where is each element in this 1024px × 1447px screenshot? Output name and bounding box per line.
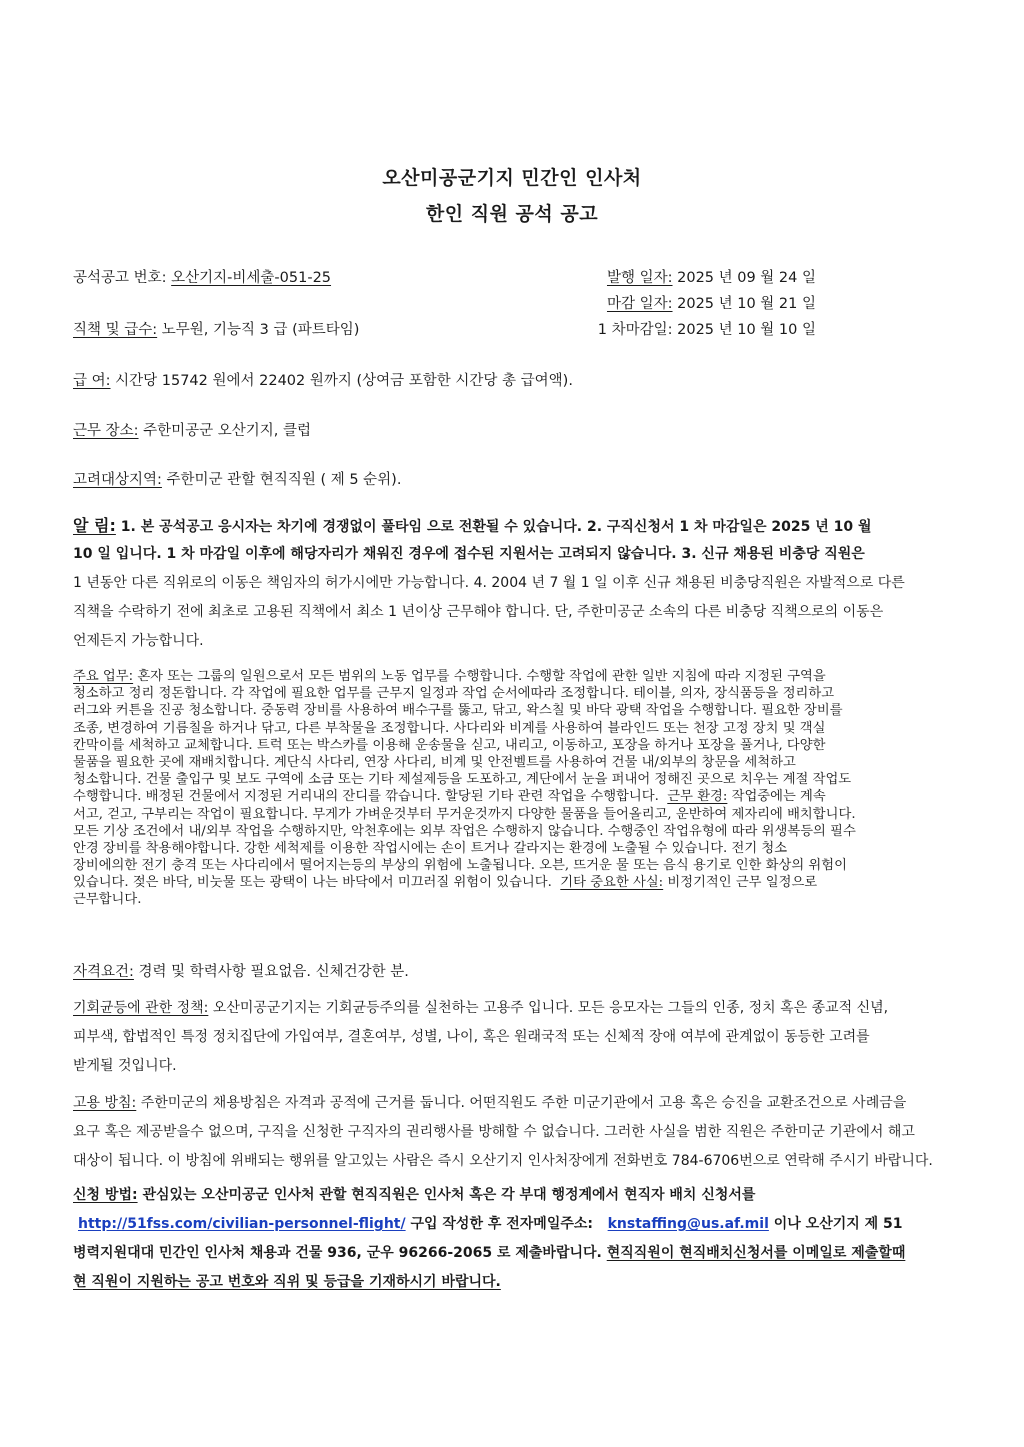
pay-line — [73, 369, 573, 390]
area-line — [73, 468, 401, 489]
notice-label: 알 림: — [73, 516, 116, 535]
other-facts-label: 기타 중요한 사실: — [560, 875, 664, 891]
page-title: 오산미공군기지 민간인 인사처 — [382, 167, 642, 189]
policy-section — [73, 1089, 953, 1176]
application-link[interactable]: http://51fss.com/civilian-personnel-flight/ — [78, 1216, 406, 1232]
notice-line: 언제든지 가능합니다. — [73, 633, 204, 649]
policy-line: 고용 방침: 주한미군의 채용방침은 자격과 공적에 근거를 둡니다. 어떤직원도 주한 미군기관에서 고용 혹은 승진을 교환조건으로 사례금을 — [73, 1095, 907, 1111]
policy-line: 대상이 됩니다. 이 방침에 위배되는 행위를 알고있는 사람은 즉시 오산기지 인사처장에게 전화번호 784-6706번으로 연락해 주시기 바랍니다. — [73, 1153, 933, 1169]
first-close-date — [598, 318, 816, 339]
eeo-line: 기회균등에 관한 정책: 오산미공군기지는 기회균등주의를 실천하는 고용주 입니다. 모든 응모자는 그들의 인종, 정치 혹은 종교적 신념, — [73, 1000, 889, 1016]
area-value: 주한미군 관할 현직직원 ( 제 5 순위). — [166, 472, 402, 488]
duties-line: 칸막이를 세척하고 교체합니다. 트럭 또는 박스카를 이용해 운송물을 싣고, 내리고, 이동하고, 포장을 하거나 포장을 풀거나, 다양한 — [73, 737, 826, 753]
pay-label: 급 여: — [73, 373, 111, 389]
issue-date-label: 발행 일자: — [606, 270, 673, 286]
eeo-line: 받게될 것입니다. — [73, 1058, 177, 1074]
work-environment-label: 근무 환경: — [667, 789, 728, 805]
apply-line: 현 직원이 지원하는 공고 번호와 직위 및 등급을 기재하시기 바랍니다. — [73, 1274, 501, 1290]
duties-line: 청소하고 정리 정돈합니다. 각 작업에 필요한 업무를 근무지 일정과 작업 순서에따라 조정합니다. 테이블, 의자, 장식품등을 정리하고 — [73, 686, 835, 702]
page-subtitle: 한인 직원 공석 공고 — [425, 203, 599, 225]
duties-line: 러그와 커튼을 진공 청소합니다. 중동력 장비를 사용하여 배수구를 뚫고, 닦고, 왁스칠 및 바닥 광택 작업을 수행합니다. 필요한 장비를 — [73, 703, 843, 719]
qualifications-value: 경력 및 학력사항 필요없음. 신체건강한 분. — [138, 964, 409, 980]
duties-section — [73, 668, 953, 909]
issue-date-value: 2025 년 09 월 24 일 — [677, 270, 816, 286]
eeo-line: 피부색, 합법적인 특정 정치집단에 가입여부, 결혼여부, 성별, 나이, 혹은 원래국적 또는 신체적 장애 여부에 관계없이 동등한 고려를 — [73, 1029, 870, 1045]
close-date — [607, 292, 816, 313]
qualifications-label: 자격요건: — [73, 964, 134, 980]
location-line — [73, 419, 311, 440]
apply-line: http://51fss.com/civilian-personnel-flight/ 구입 작성한 후 전자메일주소: knstaffing@us.af.mil 이나 오산기지 제 51 — [78, 1216, 903, 1232]
apply-label: 신청 방법: — [73, 1187, 138, 1203]
close-date-label: 마감 일자: — [606, 296, 673, 312]
position-grade-label: 직책 및 급수: — [73, 322, 158, 338]
notice-line: 1 년동안 다른 직위로의 이동은 책임자의 허가시에만 가능합니다. 4. 2004 년 7 월 1 일 이후 신규 채용된 비충당직원은 자발적으로 다른 — [73, 575, 905, 591]
announcement-number-value: 오산기지-비세출-051-25 — [171, 270, 332, 286]
qualifications-line — [73, 960, 409, 981]
first-close-date-label: 1 차마감일: — [597, 322, 673, 338]
duties-line: 안경 장비를 착용해야합니다. 강한 세척제를 이용한 작업시에는 손이 트거나 갈라지는 환경에 노출될 수 있습니다. 전기 청소 — [73, 840, 788, 856]
duties-line: 모든 기상 조건에서 내/외부 작업을 수행하지만, 악천후에는 외부 작업은 수행하지 않습니다. 수행중인 작업유형에 따라 위생복등의 필수 — [73, 823, 856, 839]
duties-line: 서고, 걷고, 구부리는 작업이 필요합니다. 무게가 가벼운것부터 무거운것까지 다양한 물품을 들어올리고, 운반하여 제자리에 배치합니다. — [73, 806, 856, 822]
eeo-label: 기회균등에 관한 정책: — [73, 1000, 209, 1016]
announcement-number-label: 공석공고 번호: — [73, 270, 167, 286]
notice-line: 10 일 입니다. 1 차 마감일 이후에 해당자리가 채워진 경우에 접수된 지원서는 고려되지 않습니다. 3. 신규 채용된 비충당 직원은 — [73, 546, 865, 562]
area-label: 고려대상지역: — [73, 472, 162, 488]
duties-line: 장비에의한 전기 충격 또는 사다리에서 떨어지는등의 부상의 위험에 노출됩니다. 오븐, 뜨거운 물 또는 음식 용기로 인한 화상의 위험이 — [73, 858, 847, 874]
apply-section — [73, 1181, 953, 1297]
email-link[interactable]: knstaffing@us.af.mil — [607, 1216, 769, 1232]
duties-line: 청소합니다. 건물 출입구 및 보도 구역에 소금 또는 기타 제설제등을 도포하고, 계단에서 눈을 퍼내어 정해진 곳으로 치우는 계절 작업도 — [73, 772, 852, 788]
notice-line: 직책을 수락하기 전에 최초로 고용된 직책에서 최소 1 년이상 근무해야 합니다. 단, 주한미공군 소속의 다른 비충당 직책으로의 이동은 — [73, 604, 884, 620]
duties-line: 있습니다. 젖은 바닥, 비눗물 또는 광택이 나는 바닥에서 미끄러질 위험이 있습니다. 기타 중요한 사실: 비정기적인 근무 일정으로 — [73, 875, 818, 891]
duties-label: 주요 업무: — [73, 669, 134, 684]
close-date-value: 2025 년 10 월 21 일 — [677, 296, 816, 312]
policy-label: 고용 방침: — [73, 1095, 137, 1111]
position-grade-value: 노무원, 기능직 3 급 (파트타임) — [161, 322, 360, 338]
issue-date — [607, 266, 816, 287]
duties-line: 조종, 변경하여 기름칠을 하거나 닦고, 다른 부착물을 조정합니다. 사다리와 비계를 사용하여 블라인드 또는 천장 고정 장치 및 객실 — [73, 720, 826, 736]
apply-line: 병력지원대대 민간인 인사처 채용과 건물 936, 군우 96266-2065 로 제출바랍니다. 현직직원이 현직배치신청서를 이메일로 제출할때 — [73, 1245, 906, 1261]
notice-line: 알 림: 1. 본 공석공고 응시자는 차기에 경쟁없이 풀타임 으로 전환될 수 있습니다. 2. 구직신청서 1 차 마감일은 2025 년 10 월 — [73, 516, 872, 535]
duties-line: 근무합니다. — [73, 892, 142, 908]
duties-line: 주요 업무: 혼자 또는 그룹의 일원으로서 모든 범위의 노동 업무를 수행합니다. 수행할 작업에 관한 일반 지침에 따라 지정된 구역을 — [73, 669, 826, 684]
announcement-number — [73, 266, 331, 287]
pay-value: 시간당 15742 원에서 22402 원까지 (상여금 포함한 시간당 총 급여액). — [115, 373, 573, 389]
policy-line: 요구 혹은 제공받을수 없으며, 구직을 신청한 구직자의 권리행사를 방해할 수 없습니다. 그러한 사실을 범한 직원은 주한미군 기관에서 해고 — [73, 1124, 915, 1140]
eeo-section — [73, 994, 953, 1081]
location-label: 근무 장소: — [73, 423, 139, 439]
duties-line: 물품을 필요한 곳에 재배치합니다. 계단식 사다리, 연장 사다리, 비계 및 안전벨트를 사용하여 건물 내/외부의 창문을 세척하고 — [73, 754, 796, 770]
duties-line: 수행합니다. 배정된 건물에서 지정된 거리내의 잔디를 깎습니다. 할당된 기타 관련 작업을 수행합니다. 근무 환경: 작업중에는 계속 — [73, 789, 826, 805]
location-value: 주한미공군 오산기지, 클럽 — [143, 423, 312, 439]
first-close-date-value: 2025 년 10 월 10 일 — [677, 322, 816, 338]
apply-line: 신청 방법: 관심있는 오산미공군 인사처 관할 현직직원은 인사처 혹은 각 부대 행정계에서 현직자 배치 신청서를 — [73, 1187, 756, 1203]
position-grade — [73, 318, 359, 339]
notice-section — [73, 511, 953, 656]
